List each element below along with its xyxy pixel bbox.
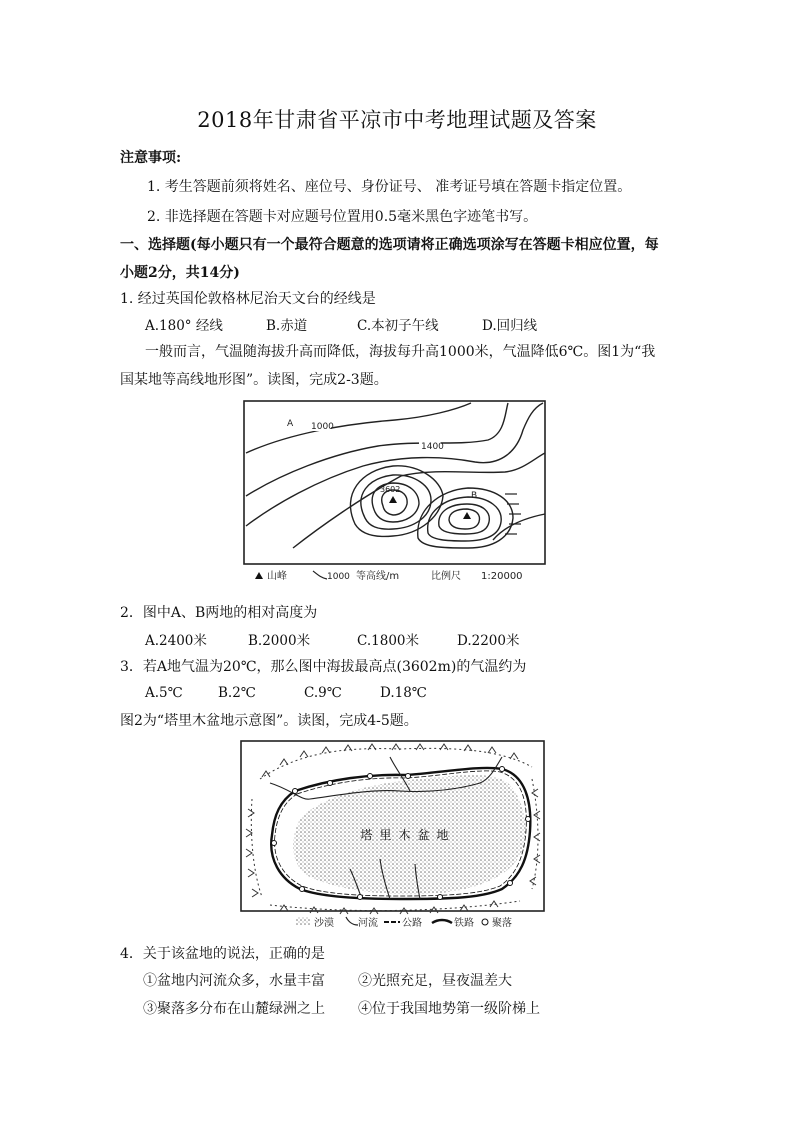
intro2: 图2为“塔里木盆地示意图”。读图，完成4-5题。 bbox=[120, 713, 418, 729]
q2-option-b: B.2000米 bbox=[248, 633, 311, 649]
legend-railway-label: 铁路 bbox=[454, 918, 474, 929]
q1-stem: 1. 经过英国伦敦格林尼治天文台的经线是 bbox=[120, 291, 376, 307]
legend-scale-label: 比例尺 bbox=[431, 571, 461, 582]
q2-option-d: D.2200米 bbox=[457, 633, 520, 649]
section-heading-line1: 一、选择题(每小题只有一个最符合题意的选项请将正确选项涂写在答题卡相应位置，每 bbox=[120, 237, 659, 253]
legend-contour-icon bbox=[313, 571, 327, 579]
contour-label-1400: 1400 bbox=[421, 442, 444, 452]
section-heading-line2: 小题2分，共14分) bbox=[120, 265, 240, 281]
q4-option-1: ①盆地内河流众多，水量丰富 bbox=[143, 973, 325, 989]
figure-1-contour-map bbox=[243, 398, 548, 590]
legend-scale-value: 1:20000 bbox=[481, 571, 523, 582]
q2-option-a: A.2400米 bbox=[145, 633, 207, 649]
q2-stem: 2．图中A、B两地的相对高度为 bbox=[120, 605, 318, 621]
legend-contour-value: 1000 bbox=[327, 572, 350, 582]
q3-option-d: D.18℃ bbox=[380, 685, 427, 701]
q1-option-d: D.回归线 bbox=[482, 318, 538, 334]
q4-option-3: ③聚落多分布在山麓绿洲之上 bbox=[143, 1001, 325, 1017]
notes-item-2: 2. 非选择题在答题卡对应题号位置用0.5毫米黑色字迹笔书写。 bbox=[147, 209, 538, 225]
q3-stem: 3．若A地气温为20℃，那么图中海拔最高点(3602m)的气温约为 bbox=[120, 659, 527, 675]
legend-river-label: 河流 bbox=[358, 918, 378, 929]
q1-option-c: C.本初子午线 bbox=[357, 318, 439, 334]
legend-peak-icon bbox=[255, 572, 263, 579]
basin-label: 塔里木盆地 bbox=[360, 828, 456, 842]
q3-option-a: A.5℃ bbox=[145, 685, 183, 701]
peak-label-3602: 3602 bbox=[380, 485, 401, 494]
q3-option-b: B.2℃ bbox=[218, 685, 256, 701]
q1-option-b: B.赤道 bbox=[266, 318, 308, 334]
legend-peak-label: 山峰 bbox=[267, 571, 287, 582]
legend-desert-label: 沙漠 bbox=[314, 918, 334, 929]
contour-label-1000: 1000 bbox=[311, 422, 334, 432]
page-title: 2018年甘肃省平凉市中考地理试题及答案 bbox=[197, 108, 597, 132]
legend-road-label: 公路 bbox=[402, 918, 422, 929]
notes-heading: 注意事项: bbox=[120, 150, 182, 166]
point-label-a: A bbox=[287, 419, 294, 429]
figure-2-tarim-basin-map bbox=[240, 739, 546, 931]
point-label-b: B bbox=[471, 491, 478, 501]
q3-option-c: C.9℃ bbox=[304, 685, 342, 701]
legend-railway-icon bbox=[432, 920, 452, 923]
q1-option-a: A.180° 经线 bbox=[145, 318, 223, 334]
legend-river-icon bbox=[346, 917, 358, 925]
q4-option-2: ②光照充足，昼夜温差大 bbox=[358, 973, 512, 989]
legend-contour-label: 等高线/m bbox=[356, 571, 400, 582]
q2-option-c: C.1800米 bbox=[357, 633, 419, 649]
intro1-line1: 一般而言，气温随海拔升高而降低，海拔每升高1000米，气温降低6℃。图1为“我 bbox=[145, 344, 656, 360]
legend-desert-icon bbox=[296, 917, 310, 925]
intro1-line2: 国某地等高线地形图”。读图，完成2-3题。 bbox=[120, 372, 388, 388]
notes-item-1: 1. 考生答题前须将姓名、座位号、身份证号、 准考证号填在答题卡指定位置。 bbox=[147, 179, 632, 195]
q4-stem: 4．关于该盆地的说法，正确的是 bbox=[120, 946, 325, 962]
legend-settlement-label: 聚落 bbox=[492, 918, 512, 929]
q4-option-4: ④位于我国地势第一级阶梯上 bbox=[358, 1001, 540, 1017]
legend-settlement-icon bbox=[482, 919, 488, 925]
